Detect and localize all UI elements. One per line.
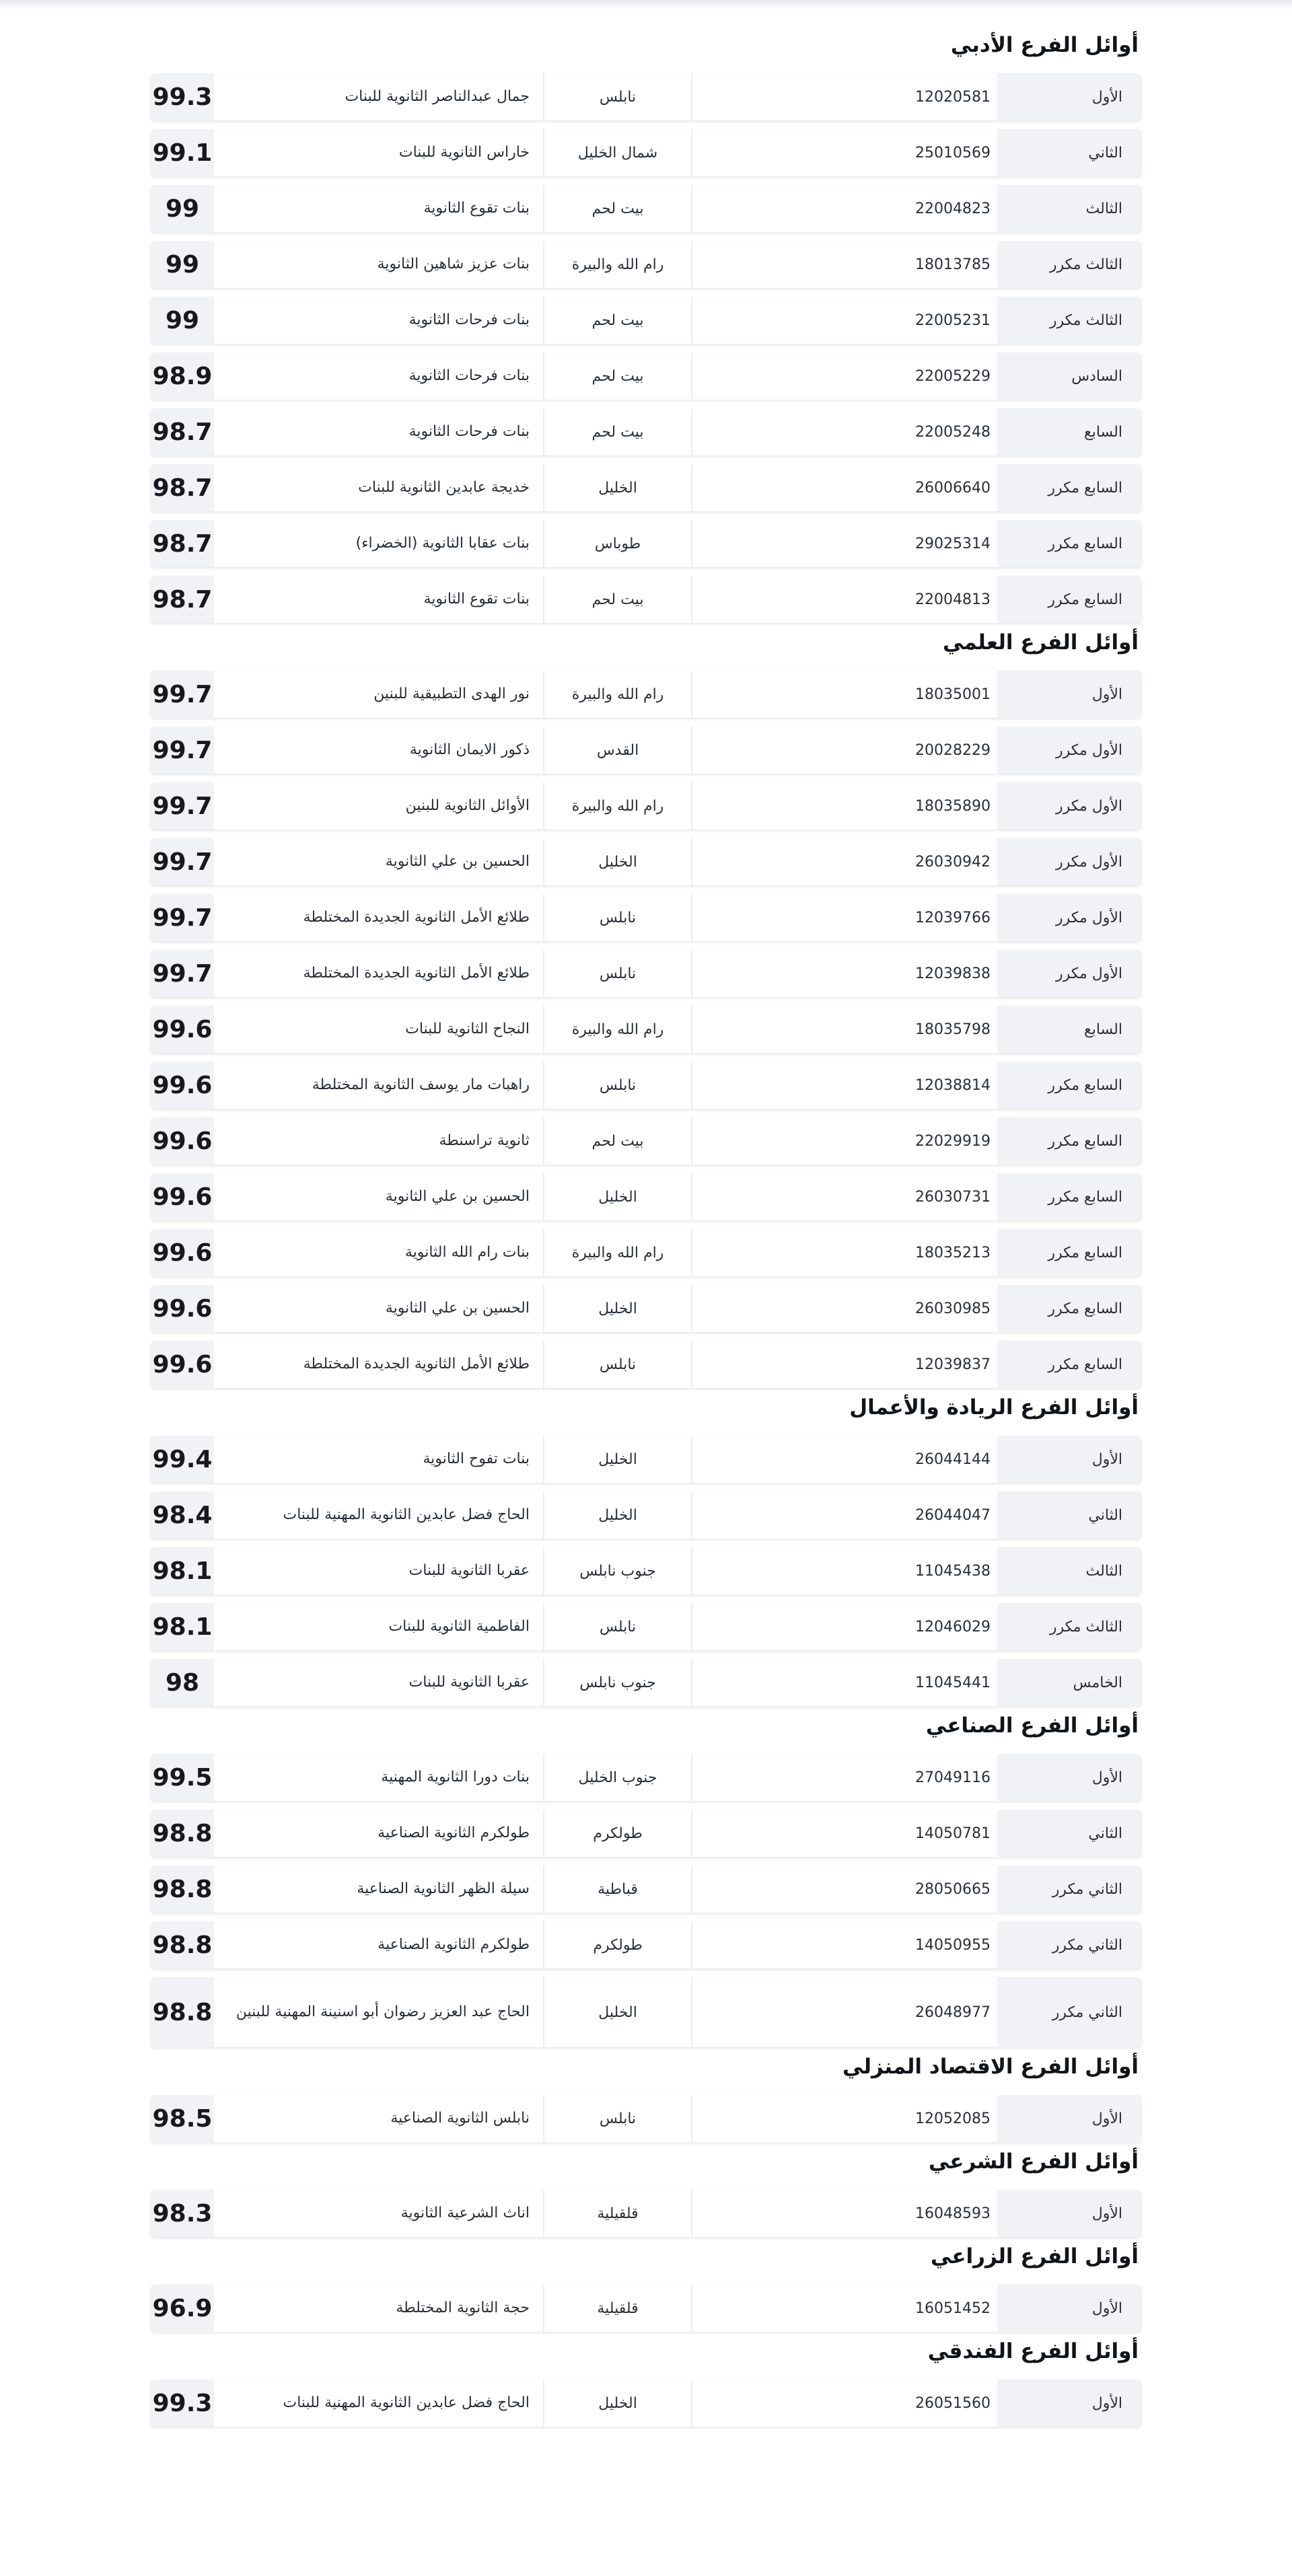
rank-cell: الثاني bbox=[997, 1492, 1141, 1539]
rank-cell: الأول bbox=[997, 1436, 1141, 1483]
result-row bbox=[151, 1117, 1141, 1165]
seat-number-cell: 20028229 bbox=[691, 727, 997, 774]
rank-cell: السابع مكرر bbox=[997, 576, 1141, 623]
seat-number-cell: 18035890 bbox=[691, 782, 997, 830]
result-row bbox=[151, 1977, 1141, 2047]
result-row bbox=[151, 297, 1141, 344]
seat-number-cell: 26044047 bbox=[691, 1492, 997, 1539]
seat-number-cell: 11045438 bbox=[691, 1547, 997, 1594]
average-cell: 98.7 bbox=[151, 520, 214, 567]
rank-cell: الثالث bbox=[997, 185, 1141, 232]
directorate-cell: الخليل bbox=[543, 2380, 691, 2427]
seat-number-cell: 12039838 bbox=[691, 950, 997, 997]
result-row bbox=[151, 1062, 1141, 1109]
result-row bbox=[151, 73, 1141, 120]
seat-number-cell: 12052085 bbox=[691, 2095, 997, 2142]
school-name-cell: بنات عزيز شاهين الثانوية bbox=[214, 241, 543, 288]
directorate-cell: قباطية bbox=[543, 1866, 691, 1913]
seat-number-cell: 18035001 bbox=[691, 671, 997, 718]
average-cell: 99.7 bbox=[151, 782, 214, 830]
seat-number-cell: 14050781 bbox=[691, 1810, 997, 1857]
school-name-cell: بنات تقوع الثانوية bbox=[214, 185, 543, 232]
school-name-cell: اناث الشرعية الثانوية bbox=[214, 2190, 543, 2237]
school-name-cell: جمال عبدالناصر الثانوية للبنات bbox=[214, 73, 543, 120]
rank-cell: الأول bbox=[997, 73, 1141, 120]
rank-cell: الأول مكرر bbox=[997, 727, 1141, 774]
rank-cell: السابع bbox=[997, 408, 1141, 455]
result-row bbox=[151, 1659, 1141, 1706]
section-title: أوائل الفرع الريادة والأعمال bbox=[849, 1395, 1139, 1420]
directorate-cell: بيت لحم bbox=[543, 353, 691, 400]
average-cell: 98.8 bbox=[151, 1921, 214, 1968]
directorate-cell: الخليل bbox=[543, 1492, 691, 1539]
section-title: أوائل الفرع الزراعي bbox=[930, 2244, 1139, 2269]
school-name-cell: بنات رام الله الثانوية bbox=[214, 1229, 543, 1276]
rank-cell: السابع مكرر bbox=[997, 520, 1141, 567]
directorate-cell: نابلس bbox=[543, 73, 691, 120]
rank-cell: السابع bbox=[997, 1006, 1141, 1053]
seat-number-cell: 29025314 bbox=[691, 520, 997, 567]
school-name-cell: الحسين بن علي الثانوية bbox=[214, 1285, 543, 1332]
school-name-cell: الفاطمية الثانوية للبنات bbox=[214, 1603, 543, 1650]
directorate-cell: رام الله والبيرة bbox=[543, 1229, 691, 1276]
school-name-cell: طولكرم الثانوية الصناعية bbox=[214, 1921, 543, 1968]
rank-cell: السابع مكرر bbox=[997, 464, 1141, 511]
average-cell: 98.1 bbox=[151, 1547, 214, 1594]
seat-number-cell: 22004823 bbox=[691, 185, 997, 232]
average-cell: 99.6 bbox=[151, 1341, 214, 1388]
school-name-cell: النجاح الثانوية للبنات bbox=[214, 1006, 543, 1053]
school-name-cell: بنات تفوح الثانوية bbox=[214, 1436, 543, 1483]
rank-cell: السابع مكرر bbox=[997, 1062, 1141, 1109]
school-name-cell: بنات فرحات الثانوية bbox=[214, 297, 543, 344]
seat-number-cell: 22005229 bbox=[691, 353, 997, 400]
directorate-cell: شمال الخليل bbox=[543, 129, 691, 176]
school-name-cell: نابلس الثانوية الصناعية bbox=[214, 2095, 543, 2142]
seat-number-cell: 26048977 bbox=[691, 1977, 997, 2047]
branch-section bbox=[151, 2332, 1141, 2427]
rank-cell: السابع مكرر bbox=[997, 1285, 1141, 1332]
result-row bbox=[151, 353, 1141, 400]
result-row bbox=[151, 1866, 1141, 1913]
average-cell: 98.5 bbox=[151, 2095, 214, 2142]
rank-cell: الأول مكرر bbox=[997, 950, 1141, 997]
average-cell: 98.7 bbox=[151, 408, 214, 455]
directorate-cell: الخليل bbox=[543, 1436, 691, 1483]
seat-number-cell: 28050665 bbox=[691, 1866, 997, 1913]
result-row bbox=[151, 520, 1141, 567]
rank-cell: الأول bbox=[997, 2285, 1141, 2332]
school-name-cell: خديجة عابدين الثانوية للبنات bbox=[214, 464, 543, 511]
branch-section bbox=[151, 1706, 1141, 2047]
directorate-cell: قلقيلية bbox=[543, 2285, 691, 2332]
seat-number-cell: 18035798 bbox=[691, 1006, 997, 1053]
result-row bbox=[151, 1921, 1141, 1968]
school-name-cell: بنات دورا الثانوية المهنية bbox=[214, 1754, 543, 1801]
average-cell: 98.1 bbox=[151, 1603, 214, 1650]
seat-number-cell: 26006640 bbox=[691, 464, 997, 511]
directorate-cell: الخليل bbox=[543, 838, 691, 885]
result-row bbox=[151, 1436, 1141, 1483]
directorate-cell: بيت لحم bbox=[543, 576, 691, 623]
average-cell: 99 bbox=[151, 297, 214, 344]
directorate-cell: جنوب نابلس bbox=[543, 1659, 691, 1706]
average-cell: 99.3 bbox=[151, 73, 214, 120]
average-cell: 98.8 bbox=[151, 1866, 214, 1913]
result-row bbox=[151, 2190, 1141, 2237]
branch-section bbox=[151, 1388, 1141, 1706]
header-shadow bbox=[0, 0, 1292, 9]
average-cell: 98.7 bbox=[151, 576, 214, 623]
seat-number-cell: 12039837 bbox=[691, 1341, 997, 1388]
average-cell: 99.7 bbox=[151, 671, 214, 718]
seat-number-cell: 25010569 bbox=[691, 129, 997, 176]
school-name-cell: بنات فرحات الثانوية bbox=[214, 353, 543, 400]
school-name-cell: طلائع الأمل الثانوية الجديدة المختلطة bbox=[214, 1341, 543, 1388]
rank-cell: الثاني bbox=[997, 1810, 1141, 1857]
rank-cell: الثالث مكرر bbox=[997, 241, 1141, 288]
seat-number-cell: 22005231 bbox=[691, 297, 997, 344]
seat-number-cell: 26030985 bbox=[691, 1285, 997, 1332]
rank-cell: الثاني bbox=[997, 129, 1141, 176]
result-row bbox=[151, 950, 1141, 997]
average-cell: 99.7 bbox=[151, 950, 214, 997]
rank-cell: السادس bbox=[997, 353, 1141, 400]
branch-section bbox=[151, 623, 1141, 1388]
section-title: أوائل الفرع الأدبي bbox=[950, 33, 1139, 57]
seat-number-cell: 26030731 bbox=[691, 1173, 997, 1220]
seat-number-cell: 26044144 bbox=[691, 1436, 997, 1483]
school-name-cell: بنات فرحات الثانوية bbox=[214, 408, 543, 455]
rank-cell: الأول bbox=[997, 1754, 1141, 1801]
directorate-cell: نابلس bbox=[543, 950, 691, 997]
average-cell: 99.7 bbox=[151, 727, 214, 774]
result-row bbox=[151, 1341, 1141, 1388]
result-row bbox=[151, 1492, 1141, 1539]
seat-number-cell: 11045441 bbox=[691, 1659, 997, 1706]
directorate-cell: رام الله والبيرة bbox=[543, 241, 691, 288]
seat-number-cell: 12046029 bbox=[691, 1603, 997, 1650]
directorate-cell: جنوب الخليل bbox=[543, 1754, 691, 1801]
seat-number-cell: 14050955 bbox=[691, 1921, 997, 1968]
rank-cell: الأول bbox=[997, 2095, 1141, 2142]
school-name-cell: الأوائل الثانوية للبنين bbox=[214, 782, 543, 830]
school-name-cell: الحاج فضل عابدين الثانوية المهنية للبنات bbox=[214, 2380, 543, 2427]
result-row bbox=[151, 464, 1141, 511]
school-name-cell: الحاج فضل عابدين الثانوية المهنية للبنات bbox=[214, 1492, 543, 1539]
average-cell: 99.7 bbox=[151, 894, 214, 941]
average-cell: 99.5 bbox=[151, 1754, 214, 1801]
rank-cell: الأول مكرر bbox=[997, 838, 1141, 885]
directorate-cell: جنوب نابلس bbox=[543, 1547, 691, 1594]
result-row bbox=[151, 1173, 1141, 1220]
result-row bbox=[151, 1285, 1141, 1332]
rank-cell: الثاني مكرر bbox=[997, 1866, 1141, 1913]
average-cell: 99.6 bbox=[151, 1285, 214, 1332]
directorate-cell: نابلس bbox=[543, 1341, 691, 1388]
seat-number-cell: 27049116 bbox=[691, 1754, 997, 1801]
branch-section bbox=[151, 26, 1141, 623]
seat-number-cell: 22005248 bbox=[691, 408, 997, 455]
result-row bbox=[151, 1603, 1141, 1650]
average-cell: 99.4 bbox=[151, 1436, 214, 1483]
school-name-cell: الحسين بن علي الثانوية bbox=[214, 838, 543, 885]
rank-cell: الثالث مكرر bbox=[997, 1603, 1141, 1650]
average-cell: 98.8 bbox=[151, 1977, 214, 2047]
section-title: أوائل الفرع الاقتصاد المنزلي bbox=[842, 2055, 1139, 2079]
section-title: أوائل الفرع العلمي bbox=[942, 630, 1139, 655]
rank-cell: الثاني مكرر bbox=[997, 1977, 1141, 2047]
directorate-cell: بيت لحم bbox=[543, 408, 691, 455]
result-row bbox=[151, 1006, 1141, 1053]
directorate-cell: نابلس bbox=[543, 1062, 691, 1109]
directorate-cell: الخليل bbox=[543, 1285, 691, 1332]
result-row bbox=[151, 838, 1141, 885]
rank-cell: الأول bbox=[997, 2380, 1141, 2427]
result-row bbox=[151, 1754, 1141, 1801]
rank-cell: الأول مكرر bbox=[997, 894, 1141, 941]
branch-section bbox=[151, 2142, 1141, 2237]
result-row bbox=[151, 894, 1141, 941]
results-list bbox=[151, 26, 1141, 2427]
rank-cell: السابع مكرر bbox=[997, 1173, 1141, 1220]
school-name-cell: نور الهدى التطبيقية للبنين bbox=[214, 671, 543, 718]
school-name-cell: الحسين بن علي الثانوية bbox=[214, 1173, 543, 1220]
rank-cell: السابع مكرر bbox=[997, 1229, 1141, 1276]
directorate-cell: طولكرم bbox=[543, 1810, 691, 1857]
section-title: أوائل الفرع الشرعي bbox=[928, 2149, 1139, 2174]
branch-section bbox=[151, 2237, 1141, 2332]
directorate-cell: بيت لحم bbox=[543, 297, 691, 344]
rank-cell: الأول bbox=[997, 671, 1141, 718]
result-row bbox=[151, 241, 1141, 288]
directorate-cell: بيت لحم bbox=[543, 185, 691, 232]
result-row bbox=[151, 1547, 1141, 1594]
result-row bbox=[151, 1229, 1141, 1276]
average-cell: 99.3 bbox=[151, 2380, 214, 2427]
school-name-cell: طلائع الأمل الثانوية الجديدة المختلطة bbox=[214, 894, 543, 941]
average-cell: 98.3 bbox=[151, 2190, 214, 2237]
average-cell: 99.6 bbox=[151, 1173, 214, 1220]
rank-cell: السابع مكرر bbox=[997, 1117, 1141, 1165]
average-cell: 98.4 bbox=[151, 1492, 214, 1539]
average-cell: 98.9 bbox=[151, 353, 214, 400]
seat-number-cell: 26051560 bbox=[691, 2380, 997, 2427]
directorate-cell: نابلس bbox=[543, 894, 691, 941]
result-row bbox=[151, 408, 1141, 455]
rank-cell: الثالث bbox=[997, 1547, 1141, 1594]
seat-number-cell: 26030942 bbox=[691, 838, 997, 885]
average-cell: 98.8 bbox=[151, 1810, 214, 1857]
directorate-cell: قلقيلية bbox=[543, 2190, 691, 2237]
school-name-cell: خاراس الثانوية للبنات bbox=[214, 129, 543, 176]
average-cell: 96.9 bbox=[151, 2285, 214, 2332]
rank-cell: السابع مكرر bbox=[997, 1341, 1141, 1388]
result-row bbox=[151, 782, 1141, 830]
directorate-cell: رام الله والبيرة bbox=[543, 782, 691, 830]
seat-number-cell: 12020581 bbox=[691, 73, 997, 120]
directorate-cell: رام الله والبيرة bbox=[543, 671, 691, 718]
average-cell: 99.6 bbox=[151, 1117, 214, 1165]
directorate-cell: القدس bbox=[543, 727, 691, 774]
school-name-cell: الحاج عبد العزيز رضوان أبو اسنينة المهنية للبنين bbox=[214, 1977, 543, 2047]
seat-number-cell: 16051452 bbox=[691, 2285, 997, 2332]
average-cell: 98.7 bbox=[151, 464, 214, 511]
section-title: أوائل الفرع الفندقي bbox=[927, 2339, 1139, 2363]
school-name-cell: بنات تقوع الثانوية bbox=[214, 576, 543, 623]
result-row bbox=[151, 2095, 1141, 2142]
result-row bbox=[151, 576, 1141, 623]
directorate-cell: طولكرم bbox=[543, 1921, 691, 1968]
rank-cell: الأول bbox=[997, 2190, 1141, 2237]
section-title: أوائل الفرع الصناعي bbox=[925, 1714, 1139, 1738]
average-cell: 99 bbox=[151, 185, 214, 232]
school-name-cell: عقربا الثانوية للبنات bbox=[214, 1547, 543, 1594]
seat-number-cell: 12039766 bbox=[691, 894, 997, 941]
directorate-cell: بيت لحم bbox=[543, 1117, 691, 1165]
result-row bbox=[151, 2285, 1141, 2332]
result-row bbox=[151, 1810, 1141, 1857]
average-cell: 99.6 bbox=[151, 1062, 214, 1109]
directorate-cell: طوباس bbox=[543, 520, 691, 567]
rank-cell: الثالث مكرر bbox=[997, 297, 1141, 344]
result-row bbox=[151, 727, 1141, 774]
directorate-cell: الخليل bbox=[543, 1977, 691, 2047]
school-name-cell: ذكور الايمان الثانوية bbox=[214, 727, 543, 774]
directorate-cell: نابلس bbox=[543, 2095, 691, 2142]
school-name-cell: طلائع الأمل الثانوية الجديدة المختلطة bbox=[214, 950, 543, 997]
seat-number-cell: 16048593 bbox=[691, 2190, 997, 2237]
directorate-cell: الخليل bbox=[543, 464, 691, 511]
average-cell: 99.1 bbox=[151, 129, 214, 176]
seat-number-cell: 22029919 bbox=[691, 1117, 997, 1165]
seat-number-cell: 22004813 bbox=[691, 576, 997, 623]
average-cell: 98 bbox=[151, 1659, 214, 1706]
directorate-cell: الخليل bbox=[543, 1173, 691, 1220]
rank-cell: الأول مكرر bbox=[997, 782, 1141, 830]
result-row bbox=[151, 129, 1141, 176]
average-cell: 99 bbox=[151, 241, 214, 288]
school-name-cell: راهبات مار يوسف الثانوية المختلطة bbox=[214, 1062, 543, 1109]
result-row bbox=[151, 671, 1141, 718]
school-name-cell: سيلة الظهر الثانوية الصناعية bbox=[214, 1866, 543, 1913]
school-name-cell: عقربا الثانوية للبنات bbox=[214, 1659, 543, 1706]
seat-number-cell: 18035213 bbox=[691, 1229, 997, 1276]
result-row bbox=[151, 185, 1141, 232]
average-cell: 99.6 bbox=[151, 1006, 214, 1053]
rank-cell: الثاني مكرر bbox=[997, 1921, 1141, 1968]
school-name-cell: ثانوية تراسنطة bbox=[214, 1117, 543, 1165]
school-name-cell: بنات عقابا الثانوية (الخضراء) bbox=[214, 520, 543, 567]
school-name-cell: حجة الثانوية المختلطة bbox=[214, 2285, 543, 2332]
seat-number-cell: 12038814 bbox=[691, 1062, 997, 1109]
directorate-cell: رام الله والبيرة bbox=[543, 1006, 691, 1053]
result-row bbox=[151, 2380, 1141, 2427]
directorate-cell: نابلس bbox=[543, 1603, 691, 1650]
average-cell: 99.6 bbox=[151, 1229, 214, 1276]
school-name-cell: طولكرم الثانوية الصناعية bbox=[214, 1810, 543, 1857]
branch-section bbox=[151, 2047, 1141, 2142]
seat-number-cell: 18013785 bbox=[691, 241, 997, 288]
rank-cell: الخامس bbox=[997, 1659, 1141, 1706]
average-cell: 99.7 bbox=[151, 838, 214, 885]
